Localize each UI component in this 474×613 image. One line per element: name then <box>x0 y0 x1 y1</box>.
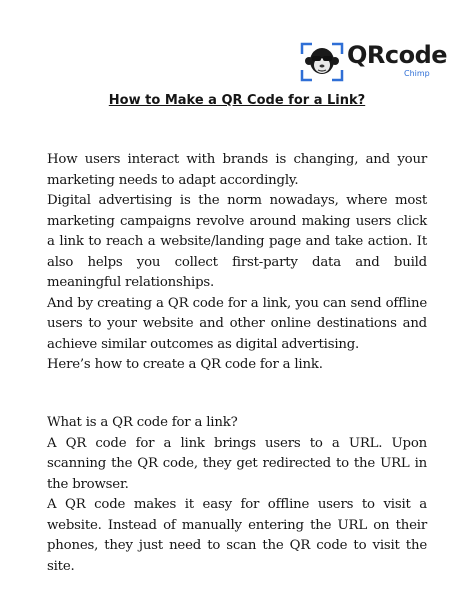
intro-paragraph: Here’s how to create a QR code for a link. <box>47 357 323 372</box>
logo-subtitle: Chimp <box>404 69 430 78</box>
intro-paragraph: How users interact with brands is changing, and your marketing needs to adapt accordingly. <box>47 152 427 188</box>
section-paragraph: A QR code makes it easy for offline users to visit a website. Instead of manually entering the URL on their phones, they just need to scan the QR code to visit the site. <box>47 497 427 574</box>
section-paragraph: A QR code for a link brings users to a URL. Upon scanning the QR code, they get redirected to the URL in the browser. <box>47 435 427 492</box>
qr-link-section <box>47 413 427 577</box>
section-heading: What is a QR code for a link? <box>47 415 238 430</box>
intro-section <box>47 150 427 376</box>
monkey-qr-icon <box>300 42 344 82</box>
qrcode-chimp-logo <box>300 40 450 84</box>
intro-paragraph: Digital advertising is the norm nowadays, where most marketing campaigns revolve around making users click a link to reach a website/landing page and take action. It also helps you collect first-party data and build meaningful relationships. <box>47 193 427 290</box>
logo-wordmark: QRcode <box>347 41 448 69</box>
document-title: How to Make a QR Code for a Link? <box>108 93 366 108</box>
intro-paragraph: And by creating a QR code for a link, you can send offline users to your website and other online destinations and achieve similar outcomes as digital advertising. <box>47 295 427 352</box>
